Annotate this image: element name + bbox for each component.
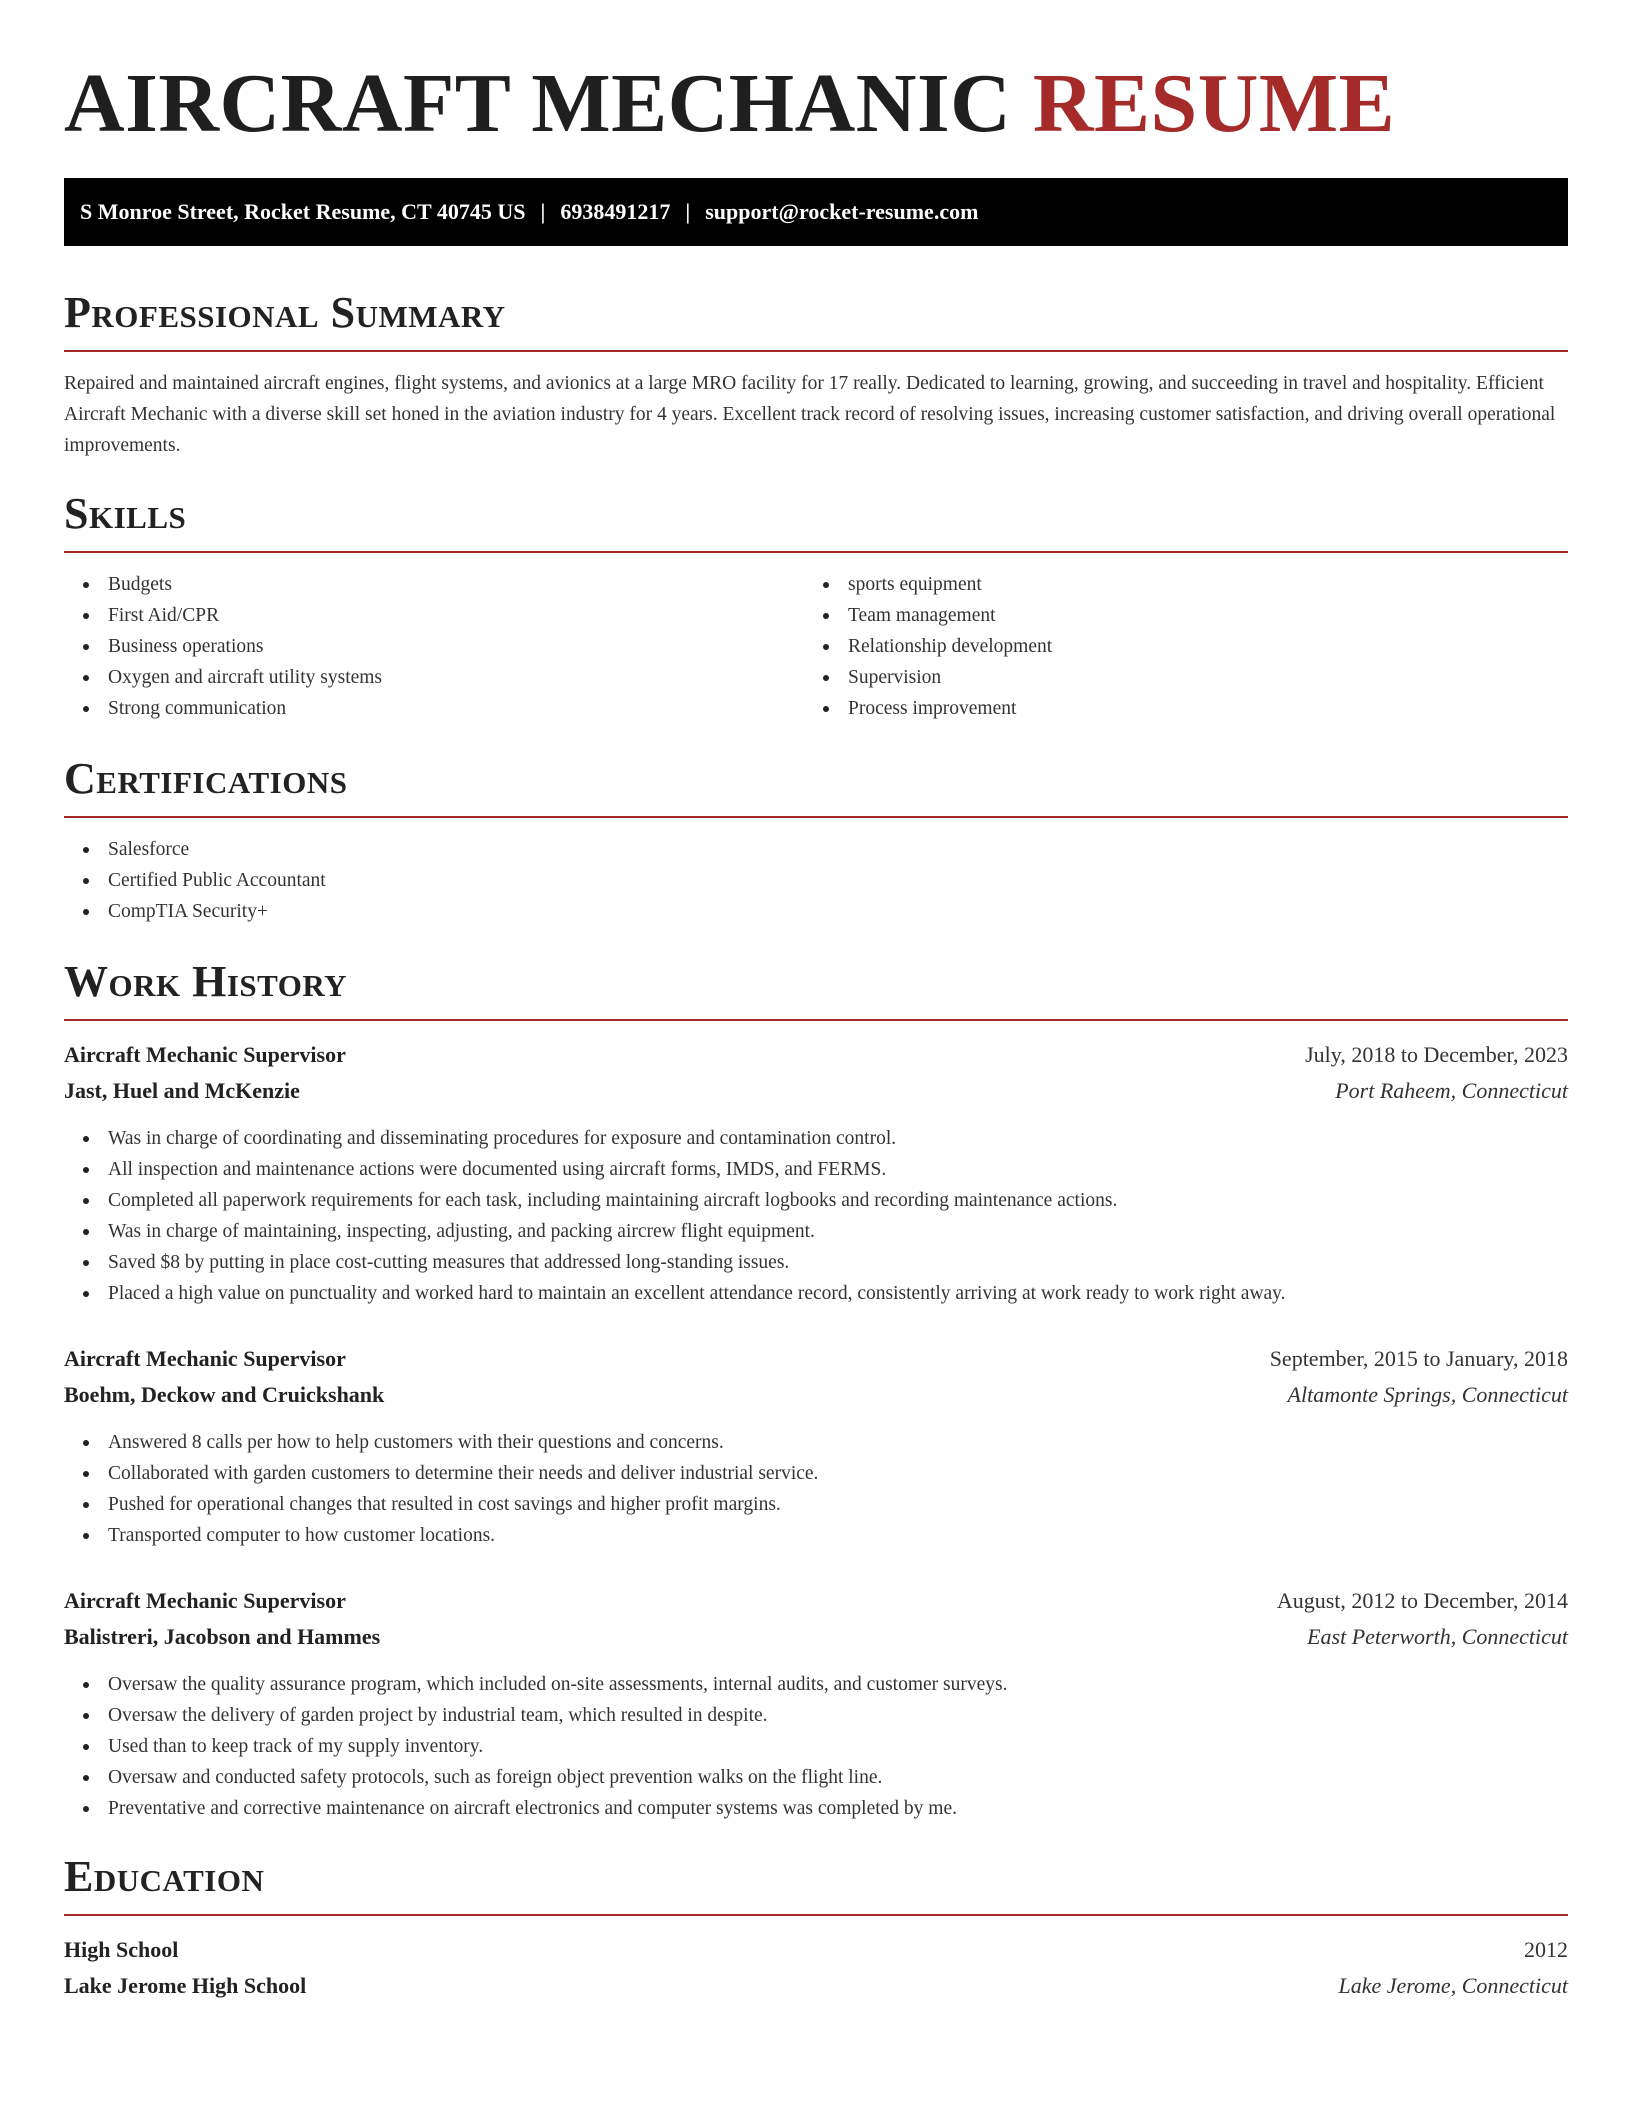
job-duty: Pushed for operational changes that resulted in cost savings and higher profit margins. xyxy=(64,1489,1568,1520)
education-location: Lake Jerome, Connecticut xyxy=(1338,1973,1568,1998)
job-location: Port Raheem, Connecticut xyxy=(1335,1078,1568,1103)
education-heading: Education xyxy=(64,1852,265,1901)
contact-address: S Monroe Street, Rocket Resume, CT 40745 US xyxy=(80,199,526,224)
education-header xyxy=(64,1932,1568,1968)
certification-item: Certified Public Accountant xyxy=(64,865,1568,896)
skill-item: Relationship development xyxy=(804,631,1544,662)
education-section xyxy=(64,1852,1568,2004)
contact-separator: | xyxy=(540,199,546,224)
job-entry xyxy=(64,1341,1568,1551)
job-duty: Used than to keep track of my supply inventory. xyxy=(64,1731,1568,1762)
skill-item: Process improvement xyxy=(804,693,1544,724)
job-dates: August, 2012 to December, 2014 xyxy=(1276,1588,1568,1613)
job-duty: Was in charge of coordinating and disseminating procedures for exposure and contamination control. xyxy=(64,1123,1568,1154)
section-divider xyxy=(64,1914,1568,1916)
job-subheader xyxy=(64,1619,1568,1655)
certifications-section xyxy=(64,754,1568,927)
job-duty: Oversaw the delivery of garden project by industrial team, which resulted in despite. xyxy=(64,1700,1568,1731)
job-duty: Collaborated with garden customers to determine their needs and deliver industrial service. xyxy=(64,1458,1568,1489)
skill-item: Oxygen and aircraft utility systems xyxy=(64,662,804,693)
contact-email[interactable]: support@rocket-resume.com xyxy=(705,199,979,224)
job-subheader xyxy=(64,1377,1568,1413)
skills-list-left xyxy=(64,569,804,724)
job-company: Boehm, Deckow and Cruickshank xyxy=(64,1382,385,1407)
job-location: East Peterworth, Connecticut xyxy=(1307,1624,1568,1649)
job-duty: Was in charge of maintaining, inspecting, adjusting, and packing aircrew flight equipment. xyxy=(64,1216,1568,1247)
skill-item: Strong communication xyxy=(64,693,804,724)
summary-heading: Professional Summary xyxy=(64,288,506,337)
education-entry xyxy=(64,1932,1568,2004)
skills-columns xyxy=(64,569,1568,724)
resume-title xyxy=(64,50,1568,158)
job-header xyxy=(64,1341,1568,1377)
job-duties xyxy=(64,1427,1568,1551)
section-divider xyxy=(64,816,1568,818)
certifications-list xyxy=(64,834,1568,927)
contact-bar xyxy=(64,178,1568,246)
section-divider xyxy=(64,1019,1568,1021)
skills-section xyxy=(64,489,1568,724)
job-duty: Oversaw the quality assurance program, which included on-site assessments, internal audits, and customer surveys. xyxy=(64,1669,1568,1700)
summary-text: Repaired and maintained aircraft engines, flight systems, and avionics at a large MRO facility for 17 really. Dedicated to learning, growing, and succeeding in travel and hospitality. Efficient Aircraft Mechanic with a diverse skill set honed in the aviation industry for 4 years. Excellent track record of resolving issues, increasing customer satisfaction, and driving overall operational improvements. xyxy=(64,373,1556,456)
work-history-heading: Work History xyxy=(64,957,348,1006)
title-main: AIRCRAFT MECHANIC xyxy=(64,57,1012,150)
resume-page xyxy=(64,50,1568,2004)
job-dates: July, 2018 to December, 2023 xyxy=(1305,1042,1568,1067)
certification-item: CompTIA Security+ xyxy=(64,896,1568,927)
job-duties xyxy=(64,1669,1568,1824)
job-duty: Completed all paperwork requirements for each task, including maintaining aircraft logbooks and recording maintenance actions. xyxy=(64,1185,1568,1216)
skill-item: sports equipment xyxy=(804,569,1544,600)
certifications-heading: Certifications xyxy=(64,754,348,803)
job-title: Aircraft Mechanic Supervisor xyxy=(64,1346,346,1371)
job-duty: Preventative and corrective maintenance on aircraft electronics and computer systems was completed by me. xyxy=(64,1793,1568,1824)
education-subheader xyxy=(64,1968,1568,2004)
job-entry xyxy=(64,1583,1568,1824)
work-history-section xyxy=(64,957,1568,1824)
education-year: 2012 xyxy=(1524,1937,1568,1962)
skill-item: First Aid/CPR xyxy=(64,600,804,631)
job-header xyxy=(64,1037,1568,1073)
skill-item: Supervision xyxy=(804,662,1544,693)
job-company: Jast, Huel and McKenzie xyxy=(64,1078,300,1103)
job-title: Aircraft Mechanic Supervisor xyxy=(64,1588,346,1613)
job-subheader xyxy=(64,1073,1568,1109)
job-dates: September, 2015 to January, 2018 xyxy=(1269,1346,1568,1371)
summary-section xyxy=(64,288,1568,461)
contact-phone: 6938491217 xyxy=(560,199,671,224)
job-title: Aircraft Mechanic Supervisor xyxy=(64,1042,346,1067)
job-duty: All inspection and maintenance actions were documented using aircraft forms, IMDS, and FERMS. xyxy=(64,1154,1568,1185)
skill-item: Team management xyxy=(804,600,1544,631)
job-location: Altamonte Springs, Connecticut xyxy=(1287,1382,1568,1407)
education-school: Lake Jerome High School xyxy=(64,1973,307,1998)
title-accent: RESUME xyxy=(1032,57,1396,150)
certification-item: Salesforce xyxy=(64,834,1568,865)
section-divider xyxy=(64,551,1568,553)
education-degree: High School xyxy=(64,1937,179,1962)
job-header xyxy=(64,1583,1568,1619)
contact-separator: | xyxy=(685,199,691,224)
job-duty: Answered 8 calls per how to help customers with their questions and concerns. xyxy=(64,1427,1568,1458)
job-duties xyxy=(64,1123,1568,1309)
section-divider xyxy=(64,350,1568,352)
skills-list-right xyxy=(804,569,1544,724)
skill-item: Business operations xyxy=(64,631,804,662)
job-entry xyxy=(64,1037,1568,1309)
skills-heading: Skills xyxy=(64,489,187,538)
job-duty: Transported computer to how customer locations. xyxy=(64,1520,1568,1551)
job-company: Balistreri, Jacobson and Hammes xyxy=(64,1624,381,1649)
skill-item: Budgets xyxy=(64,569,804,600)
job-duty: Saved $8 by putting in place cost-cutting measures that addressed long-standing issues. xyxy=(64,1247,1568,1278)
job-duty: Oversaw and conducted safety protocols, such as foreign object prevention walks on the flight line. xyxy=(64,1762,1568,1793)
job-duty: Placed a high value on punctuality and worked hard to maintain an excellent attendance record, consistently arriving at work ready to work right away. xyxy=(64,1278,1568,1309)
